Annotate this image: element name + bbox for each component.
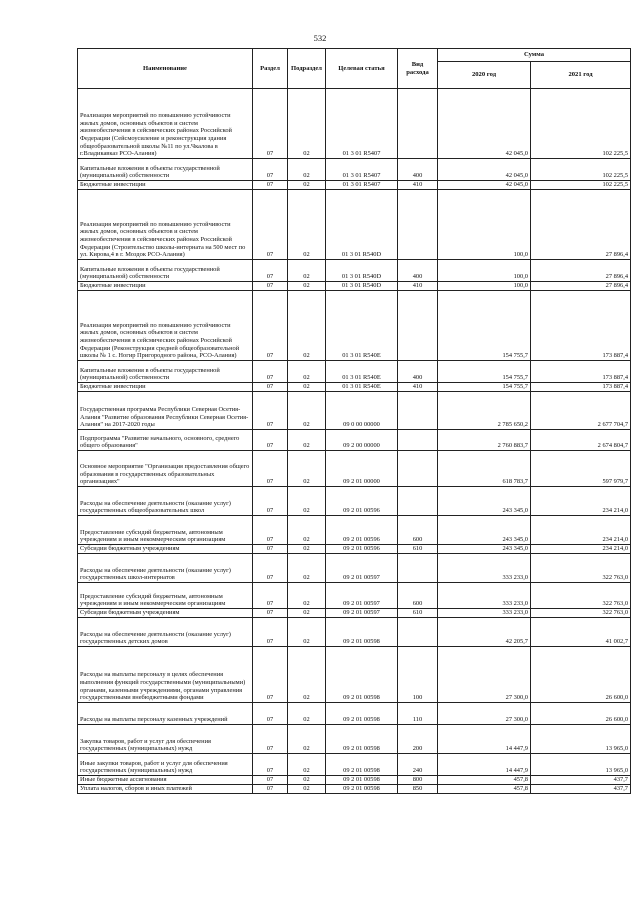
row-sum-2020: 2 760 883,7 bbox=[438, 430, 531, 451]
row-expense-type: 800 bbox=[398, 776, 438, 785]
row-sum-2020: 100,0 bbox=[438, 282, 531, 291]
table-row bbox=[78, 647, 631, 703]
row-sum-2021: 26 600,0 bbox=[531, 647, 631, 703]
row-expense-type bbox=[398, 89, 438, 159]
row-target: 01 3 01 R540E bbox=[326, 361, 398, 383]
row-target: 01 3 01 R540D bbox=[326, 190, 398, 260]
row-sum-2020: 618 783,7 bbox=[438, 451, 531, 487]
table-row bbox=[78, 383, 631, 392]
row-section: 07 bbox=[253, 181, 288, 190]
row-subsection: 02 bbox=[288, 647, 326, 703]
row-target: 09 2 01 00596 bbox=[326, 487, 398, 516]
row-section: 07 bbox=[253, 451, 288, 487]
row-name: Капитальные вложения в объекты государственной (муниципальной) собственности bbox=[78, 159, 253, 181]
row-sum-2021: 13 965,0 bbox=[531, 725, 631, 754]
row-name: Капитальные вложения в объекты государственной (муниципальной) собственности bbox=[78, 361, 253, 383]
row-subsection: 02 bbox=[288, 291, 326, 361]
table-row bbox=[78, 190, 631, 260]
row-sum-2020: 243 345,0 bbox=[438, 516, 531, 545]
table-row bbox=[78, 181, 631, 190]
row-expense-type: 610 bbox=[398, 609, 438, 618]
row-section: 07 bbox=[253, 430, 288, 451]
row-target: 09 2 01 00597 bbox=[326, 609, 398, 618]
row-name: Подпрограмма "Развитие начального, основного, среднего общего образования" bbox=[78, 430, 253, 451]
row-target: 09 2 00 00000 bbox=[326, 430, 398, 451]
row-subsection: 02 bbox=[288, 703, 326, 725]
row-subsection: 02 bbox=[288, 583, 326, 609]
row-subsection: 02 bbox=[288, 361, 326, 383]
row-name: Расходы на обеспечение деятельности (оказание услуг) государственных общеобразовательных школ bbox=[78, 487, 253, 516]
row-sum-2020: 27 300,0 bbox=[438, 703, 531, 725]
row-sum-2020: 333 233,0 bbox=[438, 554, 531, 583]
row-target: 09 2 01 00598 bbox=[326, 754, 398, 776]
row-target: 09 2 01 00598 bbox=[326, 647, 398, 703]
row-section: 07 bbox=[253, 754, 288, 776]
row-expense-type: 400 bbox=[398, 159, 438, 181]
row-expense-type: 600 bbox=[398, 583, 438, 609]
header-target: Целевая статья bbox=[326, 49, 398, 89]
row-name: Реализация мероприятий по повышению устойчивости жилых домов, основных объектов и систем жизнеобеспечения в сейсмических районах Российской Федерации (Сейсмоусиление и реконструкция здания общеобразовательной школы №11 по ул.Чкалова в г.Владикавказ РСО-Алания) bbox=[78, 89, 253, 159]
row-sum-2020: 42 045,0 bbox=[438, 89, 531, 159]
row-sum-2020: 100,0 bbox=[438, 260, 531, 282]
row-section: 07 bbox=[253, 703, 288, 725]
row-expense-type: 240 bbox=[398, 754, 438, 776]
header-year-2021: 2021 год bbox=[531, 62, 631, 89]
row-sum-2021: 2 677 704,7 bbox=[531, 392, 631, 430]
row-sum-2020: 14 447,9 bbox=[438, 725, 531, 754]
page-number: 532 bbox=[313, 33, 327, 43]
row-subsection: 02 bbox=[288, 554, 326, 583]
row-subsection: 02 bbox=[288, 609, 326, 618]
row-sum-2020: 14 447,9 bbox=[438, 754, 531, 776]
row-sum-2021: 27 896,4 bbox=[531, 190, 631, 260]
row-name: Иные закупки товаров, работ и услуг для обеспечения государственных (муниципальных) нужд bbox=[78, 754, 253, 776]
row-name: Государственная программа Республики Северная Осетия-Алания "Развитие образования Республики Северная Осетия-Алания" на 2017-2020 годы bbox=[78, 392, 253, 430]
row-section: 07 bbox=[253, 392, 288, 430]
row-section: 07 bbox=[253, 647, 288, 703]
row-sum-2021: 102 225,5 bbox=[531, 181, 631, 190]
row-target: 01 3 01 R5407 bbox=[326, 181, 398, 190]
row-sum-2020: 154 755,7 bbox=[438, 291, 531, 361]
row-expense-type bbox=[398, 554, 438, 583]
row-sum-2021: 2 674 804,7 bbox=[531, 430, 631, 451]
row-section: 07 bbox=[253, 89, 288, 159]
row-sum-2021: 322 763,0 bbox=[531, 609, 631, 618]
row-section: 07 bbox=[253, 545, 288, 554]
row-expense-type bbox=[398, 190, 438, 260]
row-target: 09 2 01 00598 bbox=[326, 776, 398, 785]
row-subsection: 02 bbox=[288, 776, 326, 785]
row-sum-2021: 102 225,5 bbox=[531, 159, 631, 181]
table-row bbox=[78, 609, 631, 618]
row-section: 07 bbox=[253, 487, 288, 516]
row-section: 07 bbox=[253, 785, 288, 794]
row-name: Субсидии бюджетным учреждениям bbox=[78, 609, 253, 618]
row-sum-2020: 154 755,7 bbox=[438, 383, 531, 392]
row-expense-type: 410 bbox=[398, 282, 438, 291]
table-row bbox=[78, 392, 631, 430]
row-sum-2020: 42 045,0 bbox=[438, 159, 531, 181]
row-expense-type bbox=[398, 487, 438, 516]
row-sum-2020: 457,8 bbox=[438, 776, 531, 785]
row-section: 07 bbox=[253, 554, 288, 583]
table-row bbox=[78, 430, 631, 451]
row-sum-2021: 234 214,0 bbox=[531, 487, 631, 516]
row-target: 09 2 01 00598 bbox=[326, 618, 398, 647]
row-sum-2021: 102 225,5 bbox=[531, 89, 631, 159]
row-subsection: 02 bbox=[288, 545, 326, 554]
row-sum-2021: 437,7 bbox=[531, 785, 631, 794]
table-row bbox=[78, 291, 631, 361]
row-sum-2021: 173 887,4 bbox=[531, 291, 631, 361]
table-row bbox=[78, 776, 631, 785]
row-sum-2020: 243 345,0 bbox=[438, 487, 531, 516]
table-row bbox=[78, 451, 631, 487]
row-name: Основное мероприятие "Организация предоставления общего образования в государственных образовательных организациях" bbox=[78, 451, 253, 487]
row-subsection: 02 bbox=[288, 282, 326, 291]
table-row bbox=[78, 554, 631, 583]
row-name: Предоставление субсидий бюджетным, автономным учреждениям и иным некоммерческим организациям bbox=[78, 516, 253, 545]
table-row bbox=[78, 754, 631, 776]
row-sum-2021: 322 763,0 bbox=[531, 554, 631, 583]
row-subsection: 02 bbox=[288, 260, 326, 282]
row-name: Бюджетные инвестиции bbox=[78, 181, 253, 190]
table-row bbox=[78, 260, 631, 282]
row-expense-type bbox=[398, 291, 438, 361]
row-expense-type: 410 bbox=[398, 181, 438, 190]
row-name: Закупка товаров, работ и услуг для обеспечения государственных (муниципальных) нужд bbox=[78, 725, 253, 754]
row-section: 07 bbox=[253, 260, 288, 282]
row-name: Предоставление субсидий бюджетным, автономным учреждениям и иным некоммерческим организациям bbox=[78, 583, 253, 609]
row-subsection: 02 bbox=[288, 430, 326, 451]
row-expense-type: 850 bbox=[398, 785, 438, 794]
row-subsection: 02 bbox=[288, 89, 326, 159]
row-name: Иные бюджетные ассигнования bbox=[78, 776, 253, 785]
table-row bbox=[78, 583, 631, 609]
row-subsection: 02 bbox=[288, 159, 326, 181]
row-subsection: 02 bbox=[288, 487, 326, 516]
row-section: 07 bbox=[253, 516, 288, 545]
row-subsection: 02 bbox=[288, 785, 326, 794]
row-target: 09 2 01 00598 bbox=[326, 725, 398, 754]
table-row bbox=[78, 361, 631, 383]
row-sum-2021: 26 600,0 bbox=[531, 703, 631, 725]
row-name: Бюджетные инвестиции bbox=[78, 282, 253, 291]
row-section: 07 bbox=[253, 282, 288, 291]
row-target: 09 2 01 00598 bbox=[326, 703, 398, 725]
row-sum-2021: 234 214,0 bbox=[531, 516, 631, 545]
row-section: 07 bbox=[253, 190, 288, 260]
row-expense-type: 400 bbox=[398, 361, 438, 383]
row-target: 09 2 01 00597 bbox=[326, 554, 398, 583]
table-row bbox=[78, 159, 631, 181]
header-year-2020: 2020 год bbox=[438, 62, 531, 89]
row-section: 07 bbox=[253, 618, 288, 647]
row-sum-2021: 13 965,0 bbox=[531, 754, 631, 776]
row-section: 07 bbox=[253, 383, 288, 392]
header-expense-type: Вид расхода bbox=[398, 49, 438, 89]
row-subsection: 02 bbox=[288, 618, 326, 647]
row-subsection: 02 bbox=[288, 383, 326, 392]
row-name: Бюджетные инвестиции bbox=[78, 383, 253, 392]
row-name: Капитальные вложения в объекты государственной (муниципальной) собственности bbox=[78, 260, 253, 282]
row-expense-type: 110 bbox=[398, 703, 438, 725]
row-name: Расходы на обеспечение деятельности (оказание услуг) государственных школ-интернатов bbox=[78, 554, 253, 583]
header-name: Наименование bbox=[78, 49, 253, 89]
row-target: 09 2 01 00598 bbox=[326, 785, 398, 794]
row-subsection: 02 bbox=[288, 754, 326, 776]
row-target: 09 0 00 00000 bbox=[326, 392, 398, 430]
row-name: Расходы на выплаты персоналу в целях обеспечения выполнения функций государственными (муниципальными) органами, казенными учреждениями, органами управления государственными внебюджетными фондами bbox=[78, 647, 253, 703]
row-sum-2021: 437,7 bbox=[531, 776, 631, 785]
row-expense-type: 400 bbox=[398, 260, 438, 282]
row-target: 01 3 01 R5407 bbox=[326, 89, 398, 159]
row-expense-type: 410 bbox=[398, 383, 438, 392]
budget-table bbox=[77, 48, 631, 794]
row-expense-type: 610 bbox=[398, 545, 438, 554]
row-section: 07 bbox=[253, 609, 288, 618]
row-sum-2020: 333 233,0 bbox=[438, 609, 531, 618]
header-subsection: Подраздел bbox=[288, 49, 326, 89]
row-sum-2021: 322 763,0 bbox=[531, 583, 631, 609]
row-target: 01 3 01 R540D bbox=[326, 260, 398, 282]
row-subsection: 02 bbox=[288, 516, 326, 545]
row-sum-2021: 173 887,4 bbox=[531, 361, 631, 383]
row-expense-type bbox=[398, 451, 438, 487]
row-name: Уплата налогов, сборов и иных платежей bbox=[78, 785, 253, 794]
row-sum-2020: 27 300,0 bbox=[438, 647, 531, 703]
table-row bbox=[78, 516, 631, 545]
table-row bbox=[78, 725, 631, 754]
table-row bbox=[78, 703, 631, 725]
row-section: 07 bbox=[253, 583, 288, 609]
row-sum-2020: 457,8 bbox=[438, 785, 531, 794]
row-subsection: 02 bbox=[288, 451, 326, 487]
row-sum-2020: 42 205,7 bbox=[438, 618, 531, 647]
row-sum-2021: 173 887,4 bbox=[531, 383, 631, 392]
row-subsection: 02 bbox=[288, 190, 326, 260]
row-sum-2021: 41 002,7 bbox=[531, 618, 631, 647]
row-sum-2020: 154 755,7 bbox=[438, 361, 531, 383]
row-expense-type bbox=[398, 392, 438, 430]
row-section: 07 bbox=[253, 159, 288, 181]
row-sum-2020: 100,0 bbox=[438, 190, 531, 260]
row-sum-2021: 27 896,4 bbox=[531, 282, 631, 291]
row-name: Расходы на выплаты персоналу казенных учреждений bbox=[78, 703, 253, 725]
row-expense-type: 600 bbox=[398, 516, 438, 545]
header-sum: Сумма bbox=[438, 49, 631, 62]
header-section: Раздел bbox=[253, 49, 288, 89]
row-subsection: 02 bbox=[288, 725, 326, 754]
row-expense-type bbox=[398, 430, 438, 451]
row-subsection: 02 bbox=[288, 392, 326, 430]
row-target: 01 3 01 R540E bbox=[326, 291, 398, 361]
row-subsection: 02 bbox=[288, 181, 326, 190]
row-sum-2020: 42 045,0 bbox=[438, 181, 531, 190]
row-name: Субсидии бюджетным учреждениям bbox=[78, 545, 253, 554]
table-row bbox=[78, 785, 631, 794]
row-name: Реализация мероприятий по повышению устойчивости жилых домов, основных объектов и систем жизнеобеспечения в сейсмических районах Российской Федерации (Строительство школы-интерната на 500 мест по ул. Кирова,4 в г. Моздок РСО-Алания) bbox=[78, 190, 253, 260]
row-target: 01 3 01 R540E bbox=[326, 383, 398, 392]
row-section: 07 bbox=[253, 725, 288, 754]
row-target: 01 3 01 R540D bbox=[326, 282, 398, 291]
table-row bbox=[78, 545, 631, 554]
row-name: Реализация мероприятий по повышению устойчивости жилых домов, основных объектов и систем жизнеобеспечения в сейсмических районах Российской Федерации (Реконструкция средней общеобразовательной школы № 1 с. Ногир Пригородного района, РСО-Алания) bbox=[78, 291, 253, 361]
row-target: 09 2 01 00597 bbox=[326, 583, 398, 609]
row-target: 09 2 01 00596 bbox=[326, 545, 398, 554]
row-sum-2020: 2 785 650,2 bbox=[438, 392, 531, 430]
row-sum-2020: 333 233,0 bbox=[438, 583, 531, 609]
row-target: 09 2 01 00000 bbox=[326, 451, 398, 487]
row-sum-2021: 234 214,0 bbox=[531, 545, 631, 554]
table-row bbox=[78, 618, 631, 647]
row-target: 01 3 01 R5407 bbox=[326, 159, 398, 181]
table-row bbox=[78, 487, 631, 516]
row-expense-type: 100 bbox=[398, 647, 438, 703]
row-sum-2021: 27 896,4 bbox=[531, 260, 631, 282]
row-sum-2021: 597 979,7 bbox=[531, 451, 631, 487]
table-row bbox=[78, 282, 631, 291]
row-section: 07 bbox=[253, 361, 288, 383]
row-target: 09 2 01 00596 bbox=[326, 516, 398, 545]
row-name: Расходы на обеспечение деятельности (оказание услуг) государственных детских домов bbox=[78, 618, 253, 647]
row-section: 07 bbox=[253, 776, 288, 785]
row-expense-type bbox=[398, 618, 438, 647]
row-section: 07 bbox=[253, 291, 288, 361]
row-expense-type: 200 bbox=[398, 725, 438, 754]
table-row bbox=[78, 89, 631, 159]
row-sum-2020: 243 345,0 bbox=[438, 545, 531, 554]
